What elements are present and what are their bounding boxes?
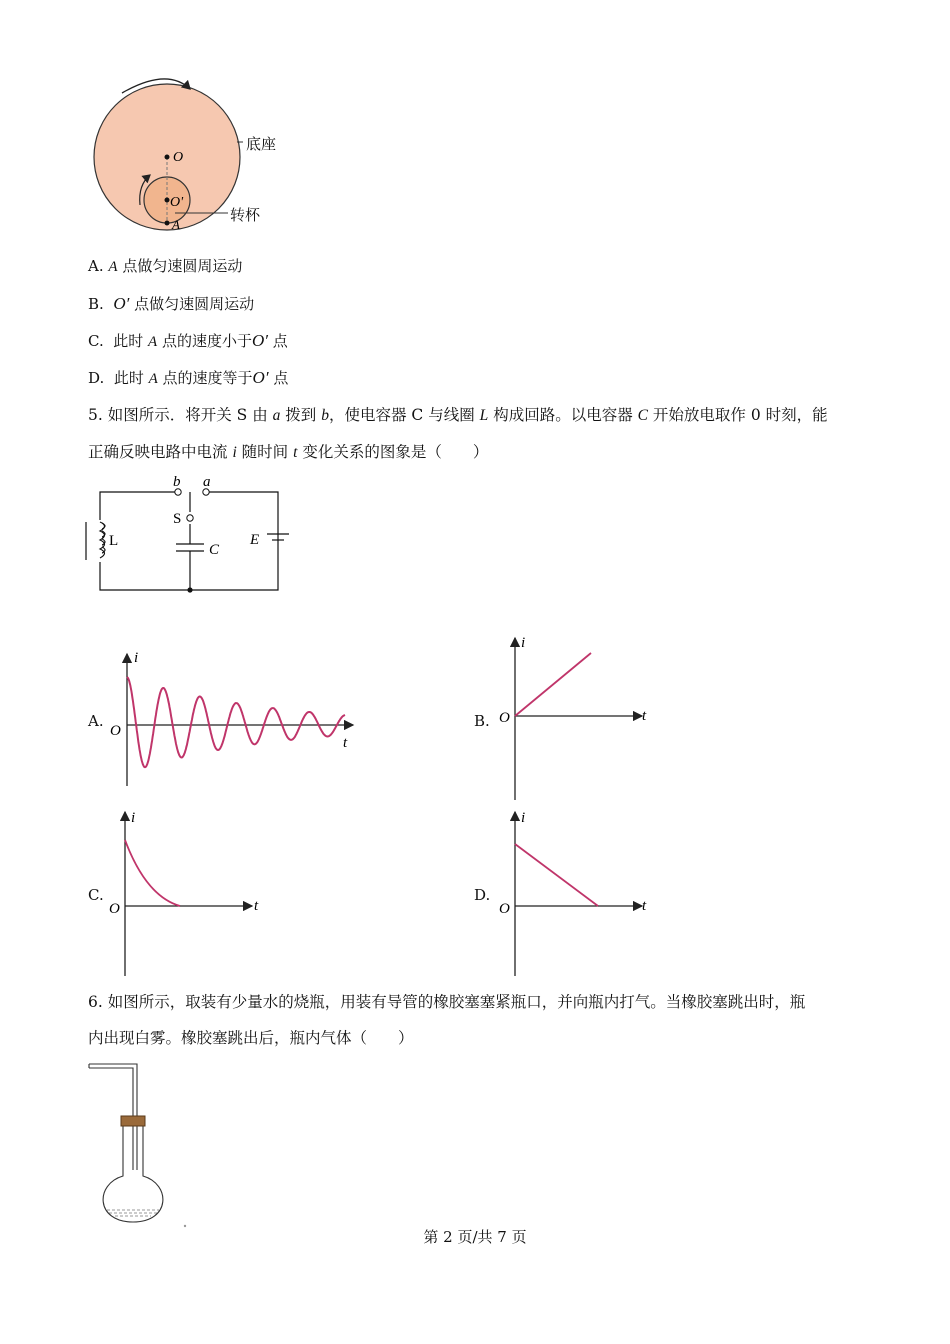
turntable-figure	[80, 75, 310, 240]
flask-figure	[85, 1060, 195, 1230]
linear-increase-line	[515, 653, 591, 716]
damped-oscillation-curve	[127, 677, 345, 767]
graph-c-x-label: t	[254, 898, 259, 914]
graph-c	[104, 808, 274, 978]
circuit-c: C	[209, 542, 220, 558]
q6-stem-line1: 6. 如图所示，取装有少量水的烧瓶，用装有导管的橡胶塞塞紧瓶口，并向瓶内打气。当橡胶塞跳出时，瓶	[88, 993, 806, 1011]
graph-b-y-label: i	[521, 635, 526, 651]
cup-label: 转杯	[230, 206, 261, 224]
graph-d-origin: O	[499, 901, 510, 917]
graph-d-x-label: t	[642, 898, 647, 914]
circuit-l: L	[109, 533, 119, 549]
point-o-prime-label: O'	[170, 195, 184, 210]
exponential-decay-curve	[125, 840, 180, 906]
graph-b-x-label: t	[642, 708, 647, 724]
q4-option-d: D. 此时 A 点的速度等于O′ 点	[88, 368, 289, 387]
graph-b	[494, 634, 664, 804]
circuit-b: b	[173, 474, 181, 490]
q5-stem-line1: 5. 如图所示．将开关 S 由 a 拨到 b，使电容器 C 与线圈 L 构成回路。以电容器 C 开始放电取作 0 时刻，能	[88, 406, 828, 424]
graph-c-origin: O	[109, 901, 120, 917]
q4-option-c: C. 此时 A 点的速度小于O′ 点	[88, 331, 288, 350]
page-footer: 第 2 页/共 7 页	[423, 1228, 527, 1246]
base-label: 底座	[246, 135, 277, 153]
point-a-label: A	[172, 217, 180, 232]
circuit-a: a	[203, 474, 211, 490]
q4-option-b: B. O′ 点做匀速圆周运动	[88, 294, 255, 313]
graph-b-key: B.	[474, 712, 490, 730]
linear-decrease-line	[515, 844, 598, 906]
graph-c-key: C.	[88, 886, 104, 904]
graph-a-x-label: t	[343, 735, 348, 751]
circuit-s: S	[173, 511, 182, 527]
q5-stem-line2: 正确反映电路中电流 i 随时间 t 变化关系的图象是（ ）	[88, 443, 489, 461]
q4-option-a: A. A 点做匀速圆周运动	[88, 257, 243, 275]
graph-a-key: A.	[88, 712, 104, 730]
lc-circuit	[80, 472, 300, 602]
graph-a	[105, 648, 365, 788]
q6-stem-line2: 内出现白雾。橡胶塞跳出后，瓶内气体（ ）	[88, 1029, 414, 1047]
graph-b-origin: O	[499, 710, 510, 726]
graph-a-origin: O	[110, 723, 121, 739]
circuit-e: E	[250, 532, 260, 548]
graph-d-key: D.	[474, 886, 491, 904]
graph-c-y-label: i	[131, 810, 136, 826]
point-o-label: O	[173, 150, 184, 165]
graph-a-y-label: i	[134, 650, 139, 666]
rubber-stopper	[121, 1116, 145, 1126]
graph-d-y-label: i	[521, 810, 526, 826]
water-surface	[107, 1210, 159, 1216]
graph-d	[494, 808, 664, 978]
